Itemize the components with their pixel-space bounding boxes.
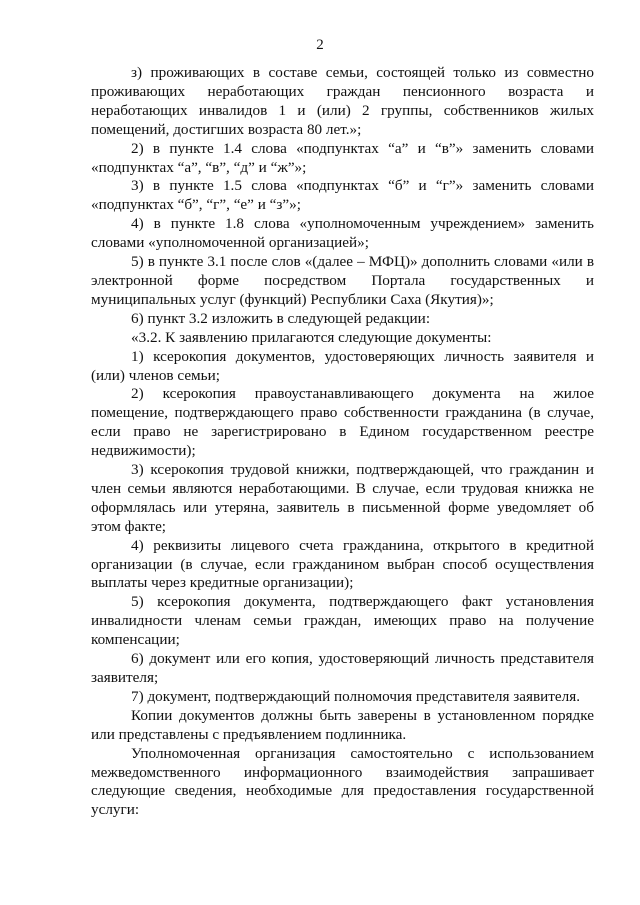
list-item-document-2: 2) ксерокопия правоустанавливающего документа на жилое помещение, подтверждающего право собственности гражданина (в случае, если право не зарегистрировано в Едином государственном реестре недвижимости); (91, 385, 594, 460)
list-item-document-1: 1) ксерокопия документов, удостоверяющих личность заявителя и (или) членов семьи; (91, 347, 594, 384)
list-item-document-6: 6) документ или его копия, удостоверяющий личность представителя заявителя; (91, 650, 594, 686)
list-item-document-7: 7) документ, подтверждающий полномочия представителя заявителя. (131, 687, 581, 705)
paragraph-amendment-1-5: 3) в пункте 1.5 слова «подпунктах “б” и “г”» заменить словами «подпунктах “б”, “г”, “е” и “з”»; (91, 177, 594, 214)
list-item-document-4: 4) реквизиты лицевого счета гражданина, открытого в кредитной организации (в случае, если гражданином выбран способ осуществления выплаты через кредитные организации); (91, 536, 594, 592)
paragraph-interagency-request: Уполномоченная организация самостоятельно с использованием межведомственного информационного взаимодействия запрашивает следующие сведения, необходимые для предоставления государственной услуги: (91, 744, 594, 819)
paragraph-amendment-3-1: 5) в пункте 3.1 после слов «(далее – МФЦ)» дополнить словами «или в электронной форме посредством Портала государственных и муниципальных услуг (функций) Республики Саха (Якутия)»; (91, 253, 594, 308)
paragraph-clause-3-2-intro: «3.2. К заявлению прилагаются следующие документы: (131, 328, 492, 346)
paragraph-amendment-1-4: 2) в пункте 1.4 слова «подпунктах “а” и “в”» заменить словами «подпунктах “а”, “в”, “д” и “ж”»; (91, 139, 594, 176)
paragraph-copies-certification: Копии документов должны быть заверены в установленном порядке или представлены с предъявлением подлинника. (91, 706, 594, 743)
list-item-document-5: 5) ксерокопия документа, подтверждающего факт установления инвалидности членам семьи граждан, имеющих право на получение компенсации; (91, 593, 594, 649)
paragraph-amendment-1-8: 4) в пункте 1.8 слова «уполномоченным учреждением» заменить словами «уполномоченной организацией»; (91, 215, 594, 252)
document-body (91, 64, 594, 820)
list-item-document-3: 3) ксерокопия трудовой книжки, подтверждающей, что гражданин и член семьи являются неработающими. В случае, если трудовая книжка не оформлялась или утеряна, заявитель в письменной форме уведомляет об этом факте; (91, 461, 594, 535)
page-number: 2 (316, 37, 324, 53)
paragraph-item-z: з) проживающих в составе семьи, состоящей только из совместно проживающих неработающих граждан пенсионного возраста и неработающих инвалидов 1 и (или) 2 группы, собственников жилых помещений, достигших возраста 80 лет.»; (91, 64, 594, 138)
paragraph-amendment-3-2: 6) пункт 3.2 изложить в следующей редакции: (131, 309, 431, 327)
